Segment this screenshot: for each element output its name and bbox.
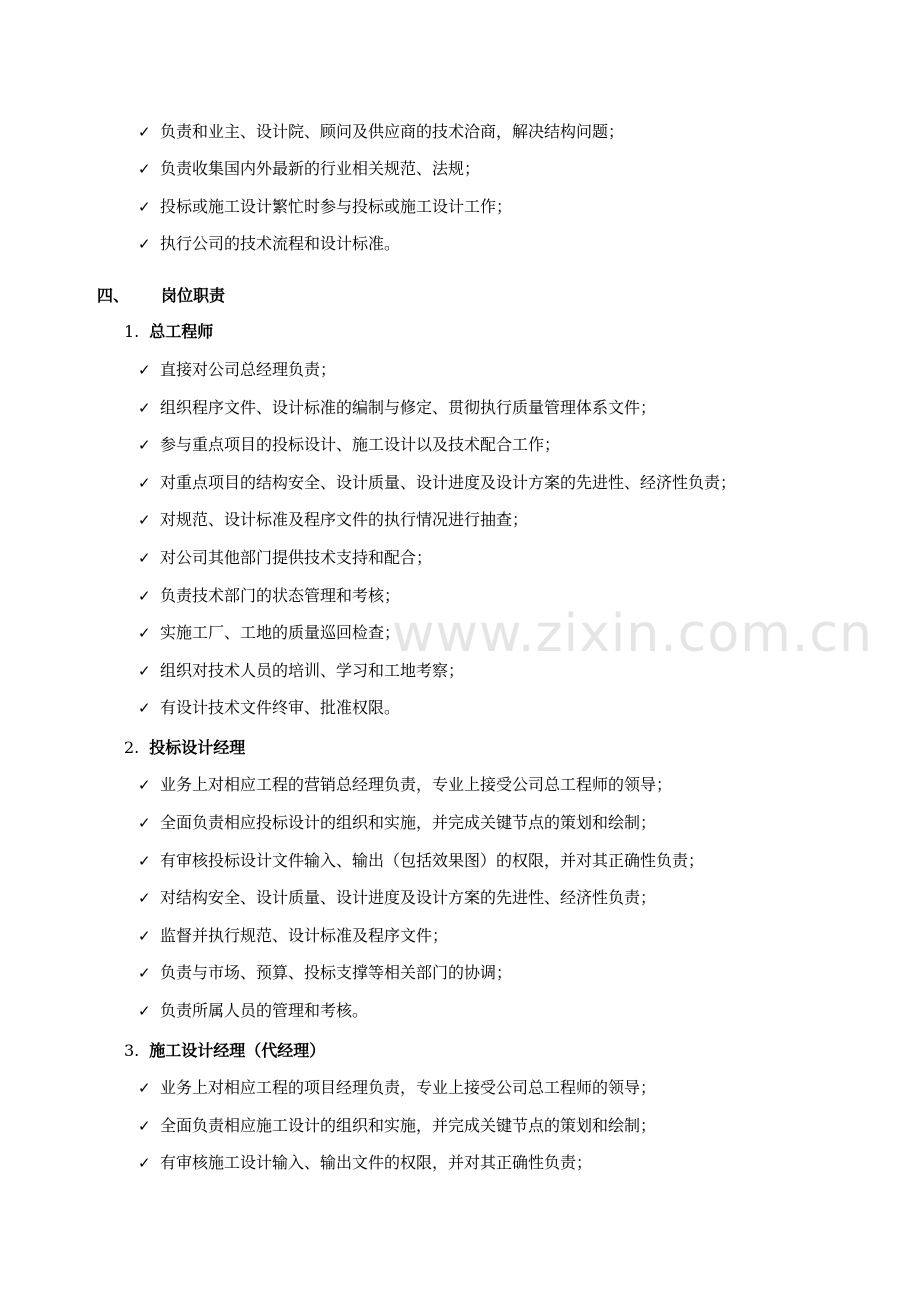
check-icon: ✓: [138, 964, 151, 982]
list-item: [138, 396, 656, 420]
item-text: 全面负责相应投标设计的组织和实施，并完成关键节点的策划和绘制；: [160, 813, 657, 832]
item-text: 对规范、设计标准及程序文件的执行情况进行抽查；: [160, 510, 529, 529]
check-icon: ✓: [138, 1154, 151, 1172]
item-text: 监督并执行规范、设计标准及程序文件；: [160, 926, 449, 945]
check-icon: ✓: [138, 123, 151, 141]
check-icon: ✓: [138, 662, 151, 680]
section-number: 四、: [97, 286, 130, 305]
subsection-heading: [124, 736, 245, 760]
item-text: 负责与市场、预算、投标支撑等相关部门的协调；: [160, 963, 513, 982]
item-text: 负责所属人员的管理和考核。: [160, 1001, 369, 1020]
subsection-title: 投标设计经理: [149, 738, 246, 757]
list-item: [138, 358, 336, 382]
item-text: 业务上对相应工程的项目经理负责，专业上接受公司总工程师的领导；: [160, 1078, 657, 1097]
check-icon: ✓: [138, 235, 151, 253]
item-text: 实施工厂、工地的质量巡回检查；: [160, 623, 401, 642]
list-item: [138, 232, 400, 256]
list-item: [138, 659, 464, 683]
item-text: 有审核投标设计文件输入、输出（包括效果图）的权限，并对其正确性负责；: [160, 851, 705, 870]
check-icon: ✓: [138, 1117, 151, 1135]
check-icon: ✓: [138, 852, 151, 870]
item-text: 全面负责相应施工设计的组织和实施，并完成关键节点的策划和绘制；: [160, 1116, 657, 1135]
section-heading: [97, 284, 225, 308]
item-text: 有审核施工设计输入、输出文件的权限，并对其正确性负责；: [160, 1153, 593, 1172]
check-icon: ✓: [138, 399, 151, 417]
list-item: [138, 584, 400, 608]
check-icon: ✓: [138, 511, 151, 529]
check-icon: ✓: [138, 1079, 151, 1097]
item-text: 有设计技术文件终审、批准权限。: [160, 698, 401, 717]
list-item: [138, 886, 656, 910]
item-text: 负责技术部门的状态管理和考核；: [160, 586, 401, 605]
item-text: 执行公司的技术流程和设计标准。: [160, 234, 401, 253]
check-icon: ✓: [138, 587, 151, 605]
list-item: [138, 120, 624, 144]
item-text: 组织程序文件、设计标准的编制与修定、贯彻执行质量管理体系文件；: [160, 398, 657, 417]
check-icon: ✓: [138, 927, 151, 945]
subsection-number: 3.: [124, 1041, 140, 1060]
list-item: [138, 1151, 592, 1175]
check-icon: ✓: [138, 474, 151, 492]
item-text: 对结构安全、设计质量、设计进度及设计方案的先进性、经济性负责；: [160, 888, 657, 907]
item-text: 业务上对相应工程的营销总经理负责，专业上接受公司总工程师的领导；: [160, 775, 673, 794]
check-icon: ✓: [138, 699, 151, 717]
watermark: www.zixin.com.cn: [392, 604, 873, 664]
subsection-heading: [124, 1039, 325, 1063]
check-icon: ✓: [138, 889, 151, 907]
list-item: [138, 999, 368, 1023]
item-text: 组织对技术人员的培训、学习和工地考察；: [160, 661, 465, 680]
list-item: [138, 1114, 656, 1138]
list-item: [138, 546, 432, 570]
check-icon: ✓: [138, 198, 151, 216]
list-item: [138, 471, 736, 495]
section-title: 岗位职责: [161, 286, 226, 305]
item-text: 投标或施工设计繁忙时参与投标或施工设计工作；: [160, 197, 513, 216]
list-item: [138, 621, 400, 645]
list-item: [138, 773, 672, 797]
list-item: [138, 433, 560, 457]
subsection-heading: [124, 320, 213, 344]
item-text: 负责收集国内外最新的行业相关规范、法规；: [160, 159, 481, 178]
check-icon: ✓: [138, 814, 151, 832]
subsection-title: 总工程师: [149, 322, 214, 341]
subsection-title: 施工设计经理（代经理）: [149, 1041, 326, 1060]
list-item: [138, 1076, 656, 1100]
subsection-number: 2.: [124, 738, 140, 757]
list-item: [138, 924, 448, 948]
item-text: 参与重点项目的投标设计、施工设计以及技术配合工作；: [160, 435, 561, 454]
list-item: [138, 849, 704, 873]
list-item: [138, 508, 528, 532]
check-icon: ✓: [138, 549, 151, 567]
check-icon: ✓: [138, 436, 151, 454]
item-text: 负责和业主、设计院、顾问及供应商的技术洽商，解决结构问题；: [160, 122, 625, 141]
list-item: [138, 961, 512, 985]
item-text: 直接对公司总经理负责；: [160, 360, 337, 379]
subsection-number: 1.: [124, 322, 140, 341]
check-icon: ✓: [138, 1002, 151, 1020]
list-item: [138, 811, 656, 835]
list-item: [138, 195, 512, 219]
list-item: [138, 157, 480, 181]
item-text: 对公司其他部门提供技术支持和配合；: [160, 548, 433, 567]
check-icon: ✓: [138, 160, 151, 178]
item-text: 对重点项目的结构安全、设计质量、设计进度及设计方案的先进性、经济性负责；: [160, 473, 737, 492]
check-icon: ✓: [138, 624, 151, 642]
check-icon: ✓: [138, 776, 151, 794]
list-item: [138, 696, 400, 720]
check-icon: ✓: [138, 361, 151, 379]
